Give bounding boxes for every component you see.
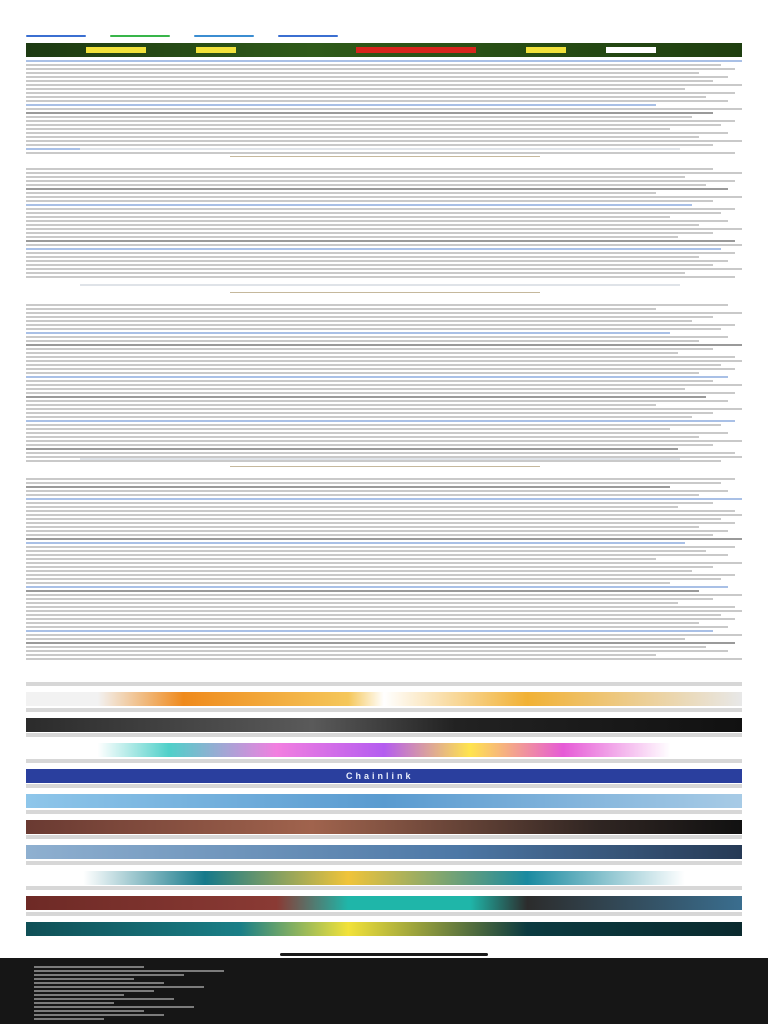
paragraph-line[interactable] — [26, 630, 713, 632]
paragraph-line[interactable] — [26, 332, 670, 334]
paragraph-line — [26, 208, 735, 210]
paragraph-line — [26, 172, 742, 174]
paragraph-line[interactable] — [26, 586, 728, 588]
paragraph-line — [26, 400, 728, 402]
paragraph-line — [26, 594, 742, 596]
related-caption[interactable] — [26, 886, 742, 890]
paragraph-line — [26, 582, 670, 584]
paragraph-line — [26, 404, 656, 406]
paragraph-line — [26, 252, 735, 254]
paragraph-line[interactable] — [26, 60, 742, 62]
paragraph-line — [26, 72, 699, 74]
paragraph-line — [26, 152, 735, 154]
paragraph-line — [26, 494, 699, 496]
paragraph-line[interactable] — [26, 104, 656, 106]
paragraph-line — [26, 658, 742, 660]
paragraph-line — [26, 344, 742, 346]
paragraph-line — [26, 108, 742, 110]
paragraph-line — [26, 64, 721, 66]
paragraph-line — [26, 380, 713, 382]
related-thumbnail[interactable] — [26, 845, 742, 859]
footer-link[interactable] — [34, 978, 134, 980]
paragraph-line[interactable] — [26, 498, 742, 500]
paragraph-line — [26, 184, 706, 186]
paragraph-line — [26, 388, 685, 390]
paragraph-line — [26, 424, 721, 426]
footer-link[interactable] — [34, 970, 224, 972]
section-divider — [80, 458, 680, 460]
paragraph-line — [26, 96, 706, 98]
related-caption[interactable] — [26, 861, 742, 865]
related-thumbnail[interactable] — [26, 794, 742, 808]
related-caption[interactable] — [26, 733, 742, 737]
related-thumbnail[interactable] — [26, 769, 742, 783]
paragraph-line — [26, 514, 742, 516]
section-divider — [80, 284, 680, 286]
paragraph-line — [26, 84, 742, 86]
paragraph-line — [26, 264, 713, 266]
paragraph-line — [26, 244, 742, 246]
paragraph-line — [26, 328, 721, 330]
tag-row — [26, 35, 338, 37]
paragraph-line — [26, 622, 699, 624]
related-thumbnail[interactable] — [26, 743, 742, 757]
paragraph-line — [26, 460, 721, 462]
related-caption[interactable] — [26, 784, 742, 788]
paragraph-line — [26, 212, 721, 214]
paragraph-line — [26, 352, 678, 354]
paragraph-line — [26, 590, 699, 592]
footer-link[interactable] — [34, 998, 174, 1000]
paragraph-line — [26, 324, 735, 326]
related-caption[interactable] — [26, 912, 742, 916]
section-divider — [80, 148, 680, 150]
paragraph-line — [26, 650, 728, 652]
related-caption[interactable] — [26, 835, 742, 839]
article-section-2 — [26, 168, 742, 280]
paragraph-line — [26, 260, 728, 262]
related-caption[interactable] — [26, 810, 742, 814]
article-header — [26, 6, 742, 38]
related-thumbnail[interactable] — [26, 896, 742, 910]
paragraph-line — [26, 614, 721, 616]
related-thumbnail[interactable] — [26, 871, 742, 885]
related-caption[interactable] — [26, 682, 742, 686]
paragraph-line[interactable] — [26, 542, 685, 544]
paragraph-line — [26, 566, 713, 568]
section-divider — [230, 292, 540, 293]
paragraph-line — [26, 92, 735, 94]
paragraph-line — [26, 654, 656, 656]
paragraph-line — [26, 392, 735, 394]
paragraph-line — [26, 140, 742, 142]
tag-link[interactable] — [194, 35, 254, 37]
tag-link[interactable] — [110, 35, 170, 37]
paragraph-line — [26, 546, 735, 548]
paragraph-line — [26, 240, 735, 242]
paragraph-line — [26, 444, 713, 446]
paragraph-line — [26, 538, 742, 540]
paragraph-line[interactable] — [26, 376, 728, 378]
related-caption[interactable] — [26, 708, 742, 712]
paragraph-line — [26, 256, 699, 258]
paragraph-line — [26, 606, 735, 608]
paragraph-line — [26, 192, 656, 194]
paragraph-line — [26, 408, 742, 410]
section-divider — [230, 466, 540, 467]
paragraph-line — [26, 638, 685, 640]
paragraph-line — [26, 320, 692, 322]
paragraph-line — [26, 348, 713, 350]
paragraph-line — [26, 570, 692, 572]
paragraph-line — [26, 136, 699, 138]
paragraph-line — [26, 180, 735, 182]
paragraph-line — [26, 308, 656, 310]
paragraph-line — [26, 100, 728, 102]
paragraph-line — [26, 478, 735, 480]
paragraph-line — [26, 502, 713, 504]
paragraph-line — [26, 578, 721, 580]
footer-link[interactable] — [34, 990, 154, 992]
paragraph-line — [26, 88, 685, 90]
paragraph-line — [26, 356, 735, 358]
paragraph-line — [26, 364, 721, 366]
paragraph-line — [26, 412, 713, 414]
paragraph-line — [26, 236, 678, 238]
related-title: Chainlink — [346, 770, 414, 781]
paragraph-line — [26, 510, 735, 512]
paragraph-line — [26, 340, 699, 342]
paragraph-line — [26, 276, 735, 278]
related-thumbnail[interactable] — [26, 922, 742, 936]
paragraph-line — [26, 176, 685, 178]
paragraph-line — [26, 436, 699, 438]
paragraph-line[interactable] — [26, 204, 692, 206]
paragraph-line — [26, 112, 713, 114]
paragraph-line — [26, 598, 713, 600]
paragraph-line — [26, 534, 713, 536]
paragraph-line — [26, 304, 728, 306]
paragraph-line — [26, 558, 656, 560]
paragraph-line — [26, 168, 713, 170]
footer-link[interactable] — [34, 1014, 164, 1016]
paragraph-line — [26, 368, 735, 370]
paragraph-line — [26, 144, 713, 146]
paragraph-line — [26, 384, 742, 386]
related-thumbnail[interactable] — [26, 692, 742, 706]
tag-link[interactable] — [26, 35, 86, 37]
paragraph-line — [26, 646, 706, 648]
paragraph-line — [26, 562, 742, 564]
paragraph-line — [26, 80, 713, 82]
paragraph-line — [26, 132, 728, 134]
article-section-1 — [26, 60, 742, 156]
article-section-4 — [26, 478, 742, 662]
paragraph-line — [26, 268, 742, 270]
paragraph-line — [26, 618, 735, 620]
paragraph-line — [26, 518, 721, 520]
footer-link[interactable] — [34, 1006, 194, 1008]
paragraph-line — [26, 416, 692, 418]
related-thumbnail[interactable] — [26, 820, 742, 834]
paragraph-line — [26, 336, 728, 338]
paragraph-line — [26, 550, 706, 552]
paragraph-line — [26, 602, 678, 604]
tag-link[interactable] — [278, 35, 338, 37]
paragraph-line — [26, 522, 735, 524]
footer-link[interactable] — [34, 1018, 104, 1020]
paragraph-line — [26, 626, 728, 628]
footer-link[interactable] — [34, 966, 144, 968]
paragraph-line — [26, 116, 692, 118]
footer-link[interactable] — [34, 1010, 144, 1012]
paragraph-line — [26, 316, 713, 318]
paragraph-line — [26, 76, 728, 78]
article-section-3 — [26, 304, 742, 464]
paragraph-line — [26, 396, 706, 398]
paragraph-line — [26, 312, 742, 314]
paragraph-line[interactable] — [26, 248, 721, 250]
site-footer — [0, 958, 768, 1024]
paragraph-line — [26, 428, 670, 430]
paragraph-line — [26, 642, 735, 644]
footer-link[interactable] — [34, 982, 164, 984]
paragraph-line — [26, 448, 678, 450]
paragraph-line — [26, 272, 685, 274]
related-caption[interactable] — [26, 759, 742, 763]
paragraph-line — [26, 530, 728, 532]
paragraph-line — [26, 482, 721, 484]
paragraph-line — [26, 188, 728, 190]
hero-image — [26, 43, 742, 57]
paragraph-line — [26, 506, 678, 508]
section-divider — [230, 156, 540, 157]
paragraph-line — [26, 124, 721, 126]
footer-link[interactable] — [34, 1002, 114, 1004]
paragraph-line — [26, 216, 670, 218]
paragraph-line — [26, 610, 742, 612]
paragraph-line — [26, 372, 699, 374]
paragraph-line — [26, 574, 735, 576]
paragraph-line — [26, 200, 713, 202]
paragraph-line — [26, 228, 742, 230]
paragraph-line — [26, 634, 742, 636]
paragraph-line — [26, 196, 742, 198]
related-thumbnail[interactable] — [26, 718, 742, 732]
paragraph-line — [26, 232, 713, 234]
footer-link[interactable] — [34, 994, 124, 996]
footer-divider — [280, 953, 488, 956]
paragraph-line — [26, 224, 699, 226]
paragraph-line — [26, 554, 728, 556]
paragraph-line — [26, 486, 670, 488]
paragraph-line — [26, 360, 742, 362]
footer-link[interactable] — [34, 986, 204, 988]
paragraph-line — [26, 490, 728, 492]
footer-link[interactable] — [34, 974, 184, 976]
paragraph-line — [26, 220, 728, 222]
paragraph-line — [26, 452, 735, 454]
paragraph-line — [26, 526, 699, 528]
paragraph-line — [26, 120, 735, 122]
paragraph-line — [26, 432, 728, 434]
paragraph-line[interactable] — [26, 420, 735, 422]
paragraph-line — [26, 128, 670, 130]
paragraph-line — [26, 68, 735, 70]
paragraph-line — [26, 440, 742, 442]
